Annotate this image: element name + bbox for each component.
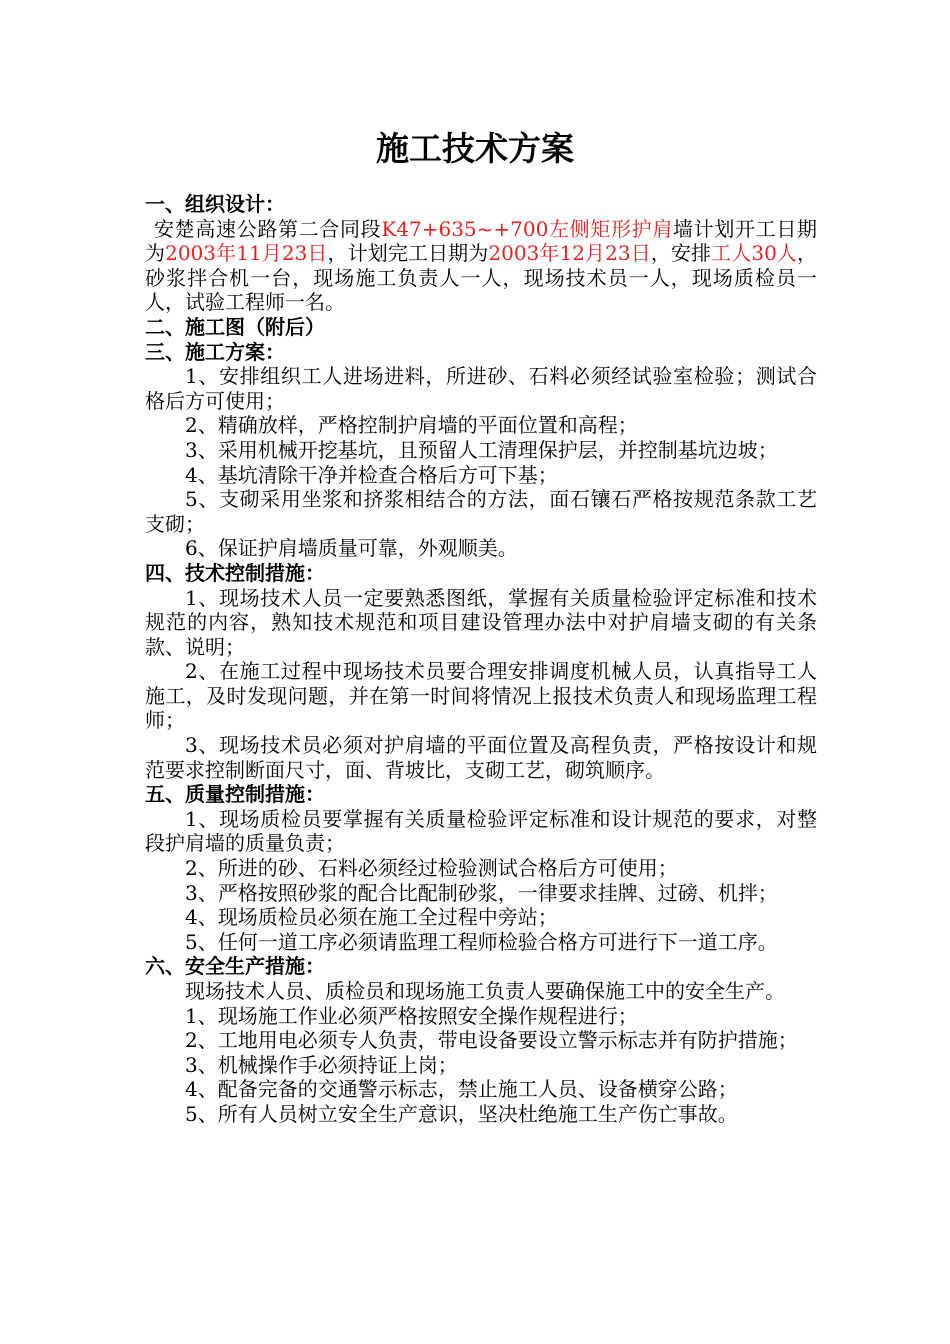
plan-item: 6、保证护肩墙质量可靠，外观顺美。 bbox=[185, 536, 518, 561]
tech-item: 2、在施工过程中现场技术员要合理安排调度机械人员，认真指导工人施工，及时发现问题，并在第一时间将情况上报技术负责人和现场监理工程师； bbox=[145, 659, 817, 733]
plan-item: 3、采用机械开挖基坑，且预留人工清理保护层，并控制基坑边坡； bbox=[185, 437, 778, 462]
plan-item: 5、支砌采用坐浆和挤浆相结合的方法，面石镶石严格按规范条款工艺支砌； bbox=[145, 487, 817, 536]
section-heading-tech: 四、技术控制措施： bbox=[145, 560, 325, 585]
safety-item: 1、现场施工作业必须严格按照安全操作规程进行； bbox=[185, 1003, 638, 1028]
tech-item: 1、现场技术人员一定要熟悉图纸，掌握有关质量检验评定标准和技术规范的内容，熟知技术规范和项目建设管理办法中对护肩墙支砌的有关条款、说明； bbox=[145, 585, 817, 659]
quality-item: 2、所进的砂、石料必须经过检验测试合格后方可使用； bbox=[185, 856, 678, 881]
safety-item: 3、机械操作手必须持证上岗； bbox=[185, 1052, 458, 1077]
document-body bbox=[145, 192, 817, 1127]
plan-item: 4、基坑清除干净并检查合格后方可下基； bbox=[185, 462, 558, 487]
plan-item: 2、精确放样，严格控制护肩墙的平面位置和高程； bbox=[185, 413, 638, 438]
safety-intro: 现场技术人员、质检员和现场施工负责人要确保施工中的安全生产。 bbox=[185, 979, 785, 1003]
end-date-highlight: 2003年12月23日 bbox=[488, 241, 651, 266]
section-heading-plan: 三、施工方案： bbox=[145, 339, 285, 364]
section-range-highlight: K47+635~+700左侧矩形护肩 bbox=[381, 216, 674, 241]
safety-item: 2、工地用电必须专人负责，带电设备要设立警示标志并有防护措施； bbox=[185, 1028, 798, 1053]
quality-item: 1、现场质检员要掌握有关质量检验评定标准和设计规范的要求，对整段护肩墙的质量负责； bbox=[145, 806, 817, 856]
plan-item: 1、安排组织工人进场进料，所进砂、石料必须经试验室检验；测试合格后方可使用； bbox=[145, 364, 817, 413]
section-heading-organization: 一、组织设计： bbox=[145, 192, 285, 216]
quality-item: 5、任何一道工序必须请监理工程师检验合格方可进行下一道工序。 bbox=[185, 929, 778, 954]
organization-text-2: 墙计划开工日期为 bbox=[145, 216, 818, 266]
start-date-highlight: 2003年11月23日 bbox=[165, 241, 328, 266]
safety-item: 4、配备完备的交通警示标志，禁止施工人员、设备横穿公路； bbox=[185, 1077, 738, 1102]
organization-text-1: 安楚高速公路第二合同段 bbox=[154, 216, 382, 241]
page-title: 施工技术方案 bbox=[376, 129, 574, 168]
organization-paragraph bbox=[145, 217, 817, 315]
safety-item: 5、所有人员树立安全生产意识，坚决杜绝施工生产伤亡事故。 bbox=[185, 1101, 738, 1126]
section-heading-safety: 六、安全生产措施： bbox=[145, 954, 325, 979]
quality-item: 3、严格按照砂浆的配合比配制砂浆，一律要求挂牌、过磅、机拌； bbox=[185, 880, 778, 905]
workers-highlight: 工人30人 bbox=[711, 241, 798, 266]
organization-text-4: ，安排 bbox=[650, 241, 712, 266]
section-heading-drawing: 二、施工图（附后） bbox=[145, 314, 325, 339]
quality-item: 4、现场质检员必须在施工全过程中旁站； bbox=[185, 905, 558, 930]
organization-text-5: ，砂浆拌合机一台，现场施工负责人一人，现场技术员一人，现场质检员一人，试验工程师一名。 bbox=[145, 241, 818, 315]
section-heading-quality: 五、质量控制措施： bbox=[145, 782, 325, 807]
organization-text-3: ，计划完工日期为 bbox=[327, 241, 489, 266]
tech-item: 3、现场技术员必须对护肩墙的平面位置及高程负责，严格按设计和规范要求控制断面尺寸，面、背坡比，支砌工艺，砌筑顺序。 bbox=[145, 733, 817, 782]
